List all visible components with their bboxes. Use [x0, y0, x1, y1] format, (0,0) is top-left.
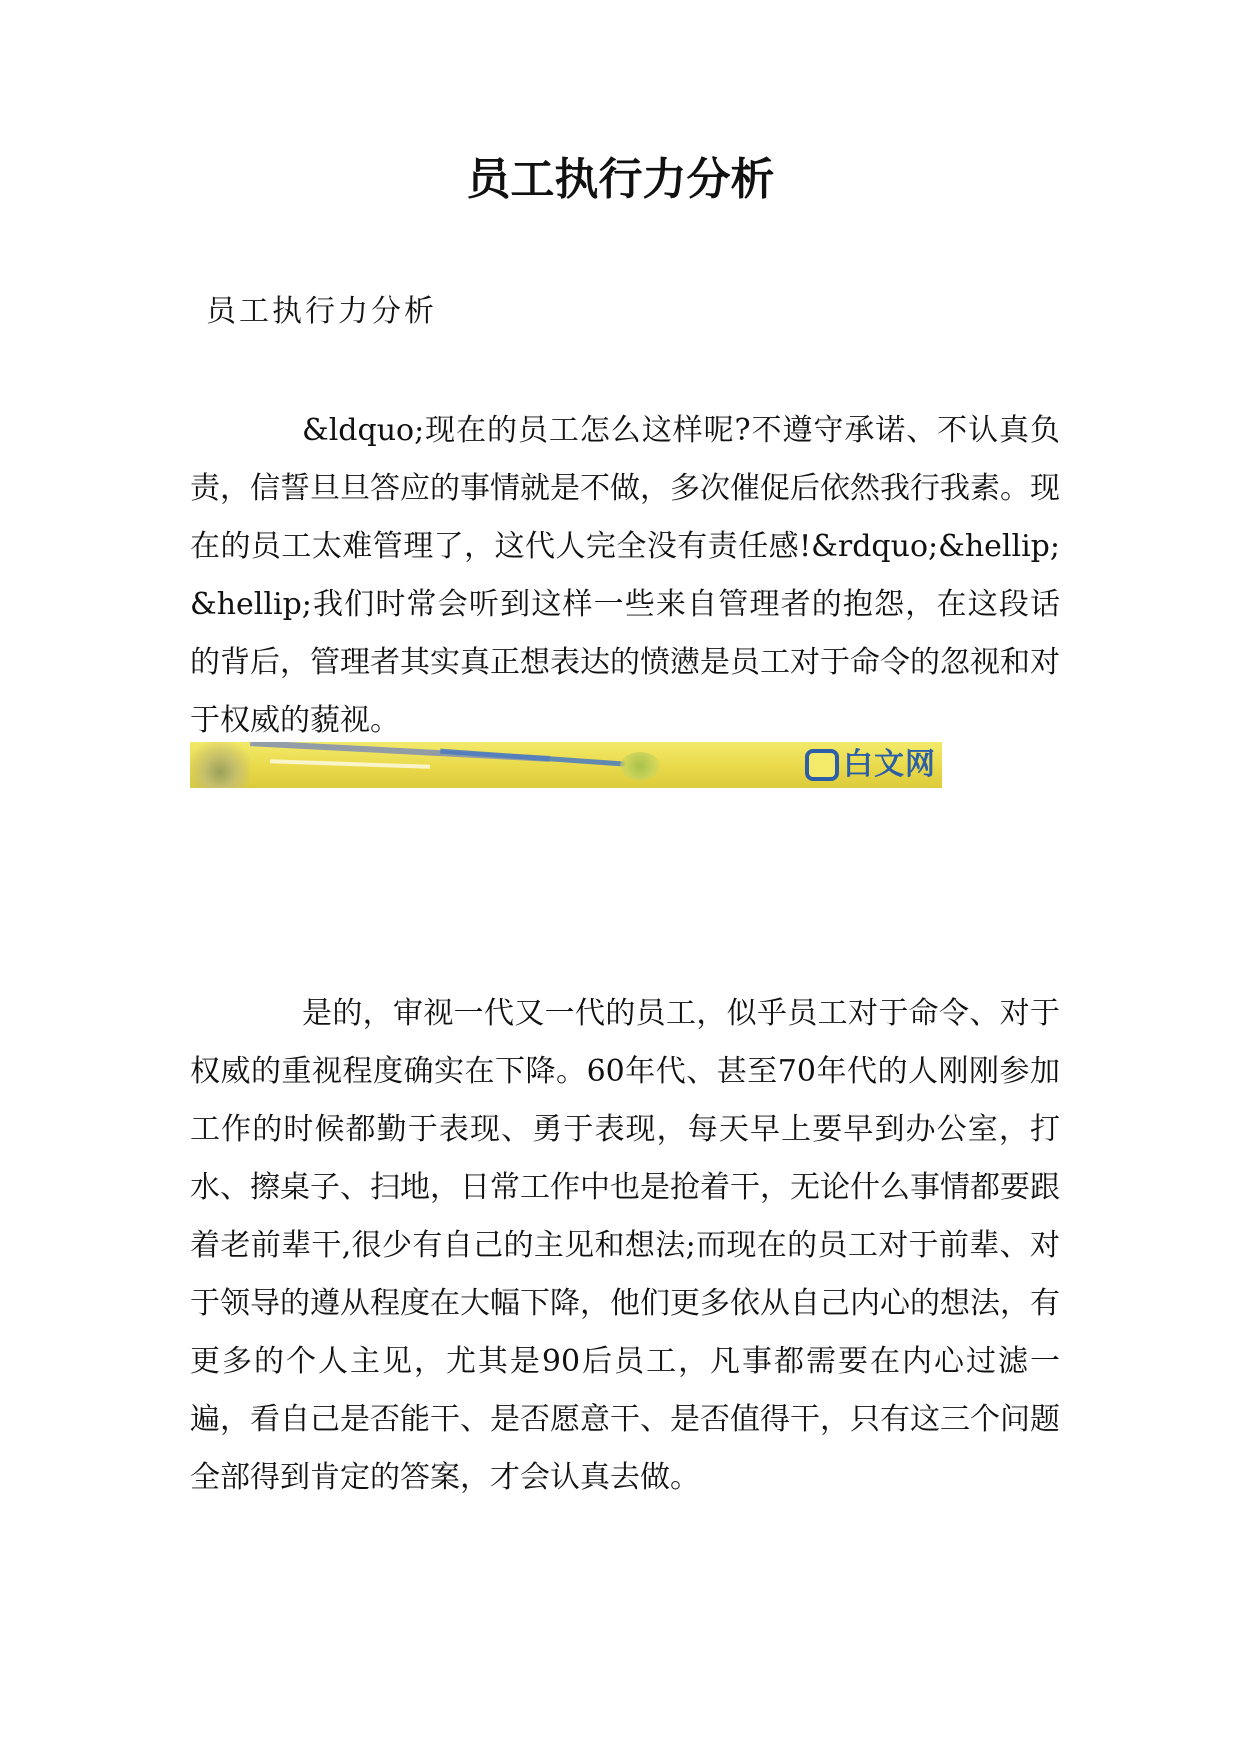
banner-decoration	[270, 759, 430, 769]
banner-logo	[805, 745, 936, 785]
paragraph-2: 是的，审视一代又一代的员工，似乎员工对于命令、对于权威的重视程度确实在下降。60年代、甚至70年代的人刚刚参加工作的时候都勤于表现、勇于表现，每天早上要早到办公室，打水、擦桌子、扫地，日常工作中也是抢着干，无论什么事情都要跟着老前辈干,很少有自己的主见和想法;而现在的员工对于前辈、对于领导的遵从程度在大幅下降，他们更多依从自己内心的想法，有更多的个人主见，尤其是90后员工，凡事都需要在内心过滤一遍，看自己是否能干、是否愿意干、是否值得干，只有这三个问题全部得到肯定的答案，才会认真去做。	[190, 996, 1060, 1495]
banner-image	[190, 742, 942, 788]
banner-decoration	[190, 742, 250, 788]
document-title: 员工执行力分析	[466, 154, 775, 205]
banner-decoration	[620, 752, 660, 780]
document-subtitle: 员工执行力分析	[206, 294, 437, 329]
banner-decoration	[250, 742, 550, 762]
paragraph-1: &ldquo;现在的员工怎么这样呢?不遵守承诺、不认真负责，信誓旦旦答应的事情就是不做，多次催促后依然我行我素。现在的员工太难管理了，这代人完全没有责任感!&rdquo;&hellip;&hellip;我们时常会听到这样一些来自管理者的抱怨，在这段话的背后，管理者其实真正想表达的愤懑是员工对于命令的忽视和对于权威的藐视。	[190, 413, 1060, 738]
banner-decoration	[440, 749, 650, 769]
logo-icon	[805, 749, 839, 781]
banner-logo-text: 白文网	[843, 747, 936, 782]
